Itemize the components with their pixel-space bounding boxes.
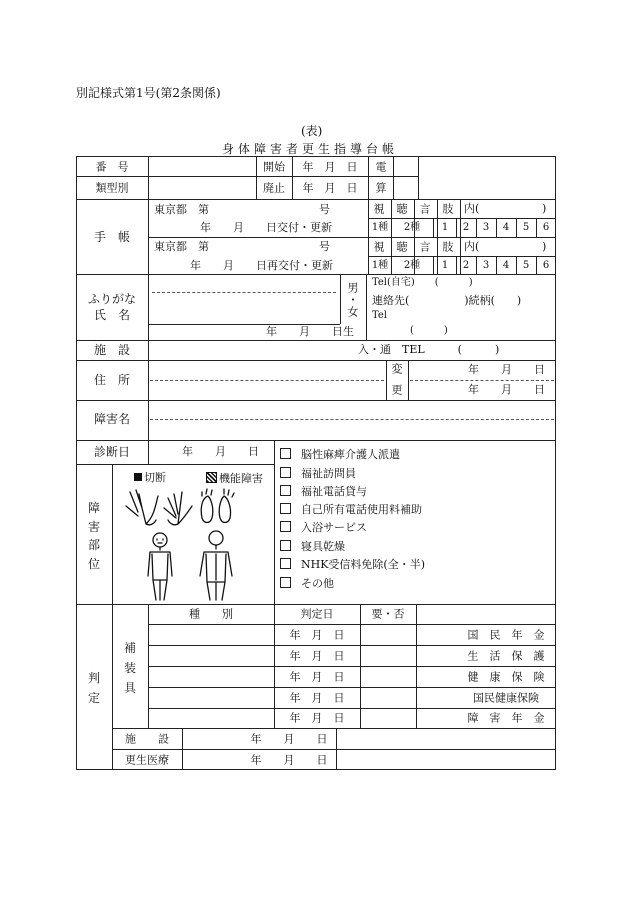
abolish-date: 年 月 日	[302, 181, 358, 195]
den-label: 電	[375, 160, 387, 174]
aids-char-3: 具	[123, 680, 136, 695]
grade-n4-a: 4	[502, 222, 510, 233]
service-item[interactable]: 寝具乾燥	[280, 540, 345, 552]
tel-home: Tel(自宅) ( )	[372, 277, 473, 288]
type-label: 類型別	[95, 181, 129, 195]
techo-1-number: 東京都 第 号	[154, 203, 330, 216]
checkbox-icon[interactable]	[280, 577, 291, 588]
techo-label: 手 帳	[93, 230, 131, 244]
type-close-2: )	[542, 240, 547, 253]
techo-2-issue: 年 月 日再交付・更新	[190, 259, 333, 272]
sex-female: 女	[347, 305, 359, 319]
col-need-header: 要・否	[371, 607, 405, 621]
address-change-date-1: 年 月 日	[468, 363, 545, 376]
grade-1-b: 1種	[371, 260, 389, 271]
furigana-label: ふりがな	[87, 292, 137, 306]
san-label: 算	[375, 181, 387, 195]
side-label: (表)	[301, 124, 323, 138]
insurance-health: 健 康 保 険	[467, 670, 545, 684]
techo-2-number: 東京都 第 号	[154, 240, 330, 253]
sex-dot: ・	[347, 293, 359, 307]
grade-n5-a: 5	[522, 222, 530, 233]
checkbox-icon[interactable]	[280, 540, 291, 551]
checkbox-icon[interactable]	[280, 521, 291, 532]
body-part-char-1: 障	[87, 501, 100, 515]
service-item[interactable]: 入浴サービス	[280, 521, 367, 533]
registry-form	[76, 156, 556, 770]
col-type-header: 種 別	[189, 607, 233, 621]
judgment-facility-date: 年 月 日	[250, 732, 328, 746]
service-item[interactable]: 福祉電話貸与	[280, 485, 367, 497]
legend-amputation: 切断	[134, 472, 166, 483]
insurance-national-health: 国民健康保険	[473, 691, 539, 705]
body-part-char-4: 位	[87, 556, 100, 571]
service-item[interactable]: 福祉訪問員	[280, 467, 356, 479]
address-change-date-2: 年 月 日	[468, 383, 545, 396]
checkbox-icon[interactable]	[280, 558, 291, 569]
aids-char-1: 補	[123, 641, 136, 655]
grade-2-b: 2種	[403, 260, 421, 271]
number-label: 番 号	[95, 160, 129, 174]
judgment-char-1: 判	[87, 671, 100, 685]
service-item[interactable]: NHK受信料免除(全・半)	[280, 558, 425, 570]
update-label: 更	[391, 383, 403, 397]
aids-label	[122, 639, 138, 698]
name-label: 氏 名	[93, 308, 131, 322]
checkbox-icon[interactable]	[280, 485, 291, 496]
type-speech-1: 言	[419, 202, 431, 216]
facility-label: 施 設	[93, 343, 131, 357]
body-part-char-3: 部	[87, 538, 100, 553]
grade-n1-a: 1	[441, 222, 449, 233]
contact: 連絡先( )続柄( )	[372, 294, 522, 307]
techo-1-issue: 年 月 日交付・更新	[200, 221, 332, 234]
judgment-medical-date: 年 月 日	[250, 753, 328, 767]
grade-1-a: 1種	[371, 222, 389, 233]
grade-n3-a: 3	[482, 222, 490, 233]
type-limb-1: 肢	[442, 202, 454, 216]
change-label: 変	[391, 362, 403, 376]
grade-n3-b: 3	[482, 260, 490, 271]
abolish-label: 廃止	[263, 181, 285, 195]
diagnosis-label: 診断日	[93, 445, 131, 459]
facility-attendance: 入・通 TEL ( )	[358, 343, 500, 356]
type-internal-1: 内(	[464, 202, 480, 215]
judgment-label	[86, 668, 102, 709]
type-hearing-1: 聴	[396, 202, 408, 216]
insurance-livelihood: 生 活 保 護	[467, 649, 545, 663]
grade-n4-b: 4	[502, 260, 510, 271]
insurance-national-pension: 国 民 年 金	[467, 628, 545, 642]
grade-n6-a: 6	[542, 222, 550, 233]
checkbox-icon[interactable]	[280, 448, 291, 459]
aids-char-2: 装	[123, 660, 136, 675]
type-limb-2: 肢	[442, 240, 454, 254]
grade-n5-b: 5	[522, 260, 530, 271]
grade-2-a: 2種	[403, 222, 421, 233]
address-label: 住 所	[93, 373, 131, 387]
start-date: 年 月 日	[302, 160, 358, 174]
judgment-facility-label: 施 設	[125, 732, 169, 746]
judgment-date-5: 年 月 日	[289, 711, 345, 725]
grade-n6-b: 6	[542, 260, 550, 271]
disability-name-label: 障害名	[93, 412, 131, 426]
col-date-header: 判定日	[300, 607, 334, 621]
judgment-date-1: 年 月 日	[289, 628, 345, 642]
type-vision-1: 視	[373, 202, 385, 216]
solid-square-icon	[134, 473, 142, 481]
diagnosis-date: 年 月 日	[182, 445, 259, 458]
start-label: 開始	[263, 160, 285, 174]
contact-tel-paren: ( )	[410, 325, 448, 336]
judgment-date-3: 年 月 日	[289, 670, 345, 684]
body-part-label	[86, 499, 102, 573]
grade-n2-a: 2	[462, 222, 470, 233]
judgment-char-2: 定	[87, 691, 100, 706]
type-vision-2: 視	[373, 240, 385, 254]
checkbox-icon[interactable]	[280, 503, 291, 514]
type-internal-2: 内(	[464, 240, 480, 253]
judgment-medical-label: 更生医療	[125, 753, 169, 767]
type-speech-2: 言	[419, 240, 431, 254]
judgment-date-2: 年 月 日	[289, 649, 345, 663]
grade-n2-b: 2	[462, 260, 470, 271]
contact-tel: Tel	[372, 310, 388, 321]
insurance-disability-pension: 障 害 年 金	[467, 711, 545, 725]
service-item[interactable]: その他	[280, 577, 334, 589]
sex-male: 男	[347, 281, 359, 295]
service-item[interactable]: 自己所有電話使用料補助	[280, 503, 422, 515]
checkbox-icon[interactable]	[280, 467, 291, 478]
grade-n1-b: 1	[441, 260, 449, 271]
form-reference: 別記様式第1号(第2条関係)	[76, 86, 221, 100]
body-part-char-2: 害	[87, 519, 100, 534]
body-diagram-icon	[116, 484, 271, 602]
hatched-square-icon	[206, 472, 217, 483]
type-hearing-2: 聴	[396, 240, 408, 254]
service-item[interactable]: 脳性麻痺介護人派遣	[280, 448, 400, 460]
judgment-date-4: 年 月 日	[289, 691, 345, 705]
page-title: 身体障害者更生指導台帳	[222, 142, 399, 156]
type-close-1: )	[542, 202, 547, 215]
birth-date: 年 月 日生	[266, 325, 354, 338]
legend-function: 機能障害	[206, 472, 263, 484]
